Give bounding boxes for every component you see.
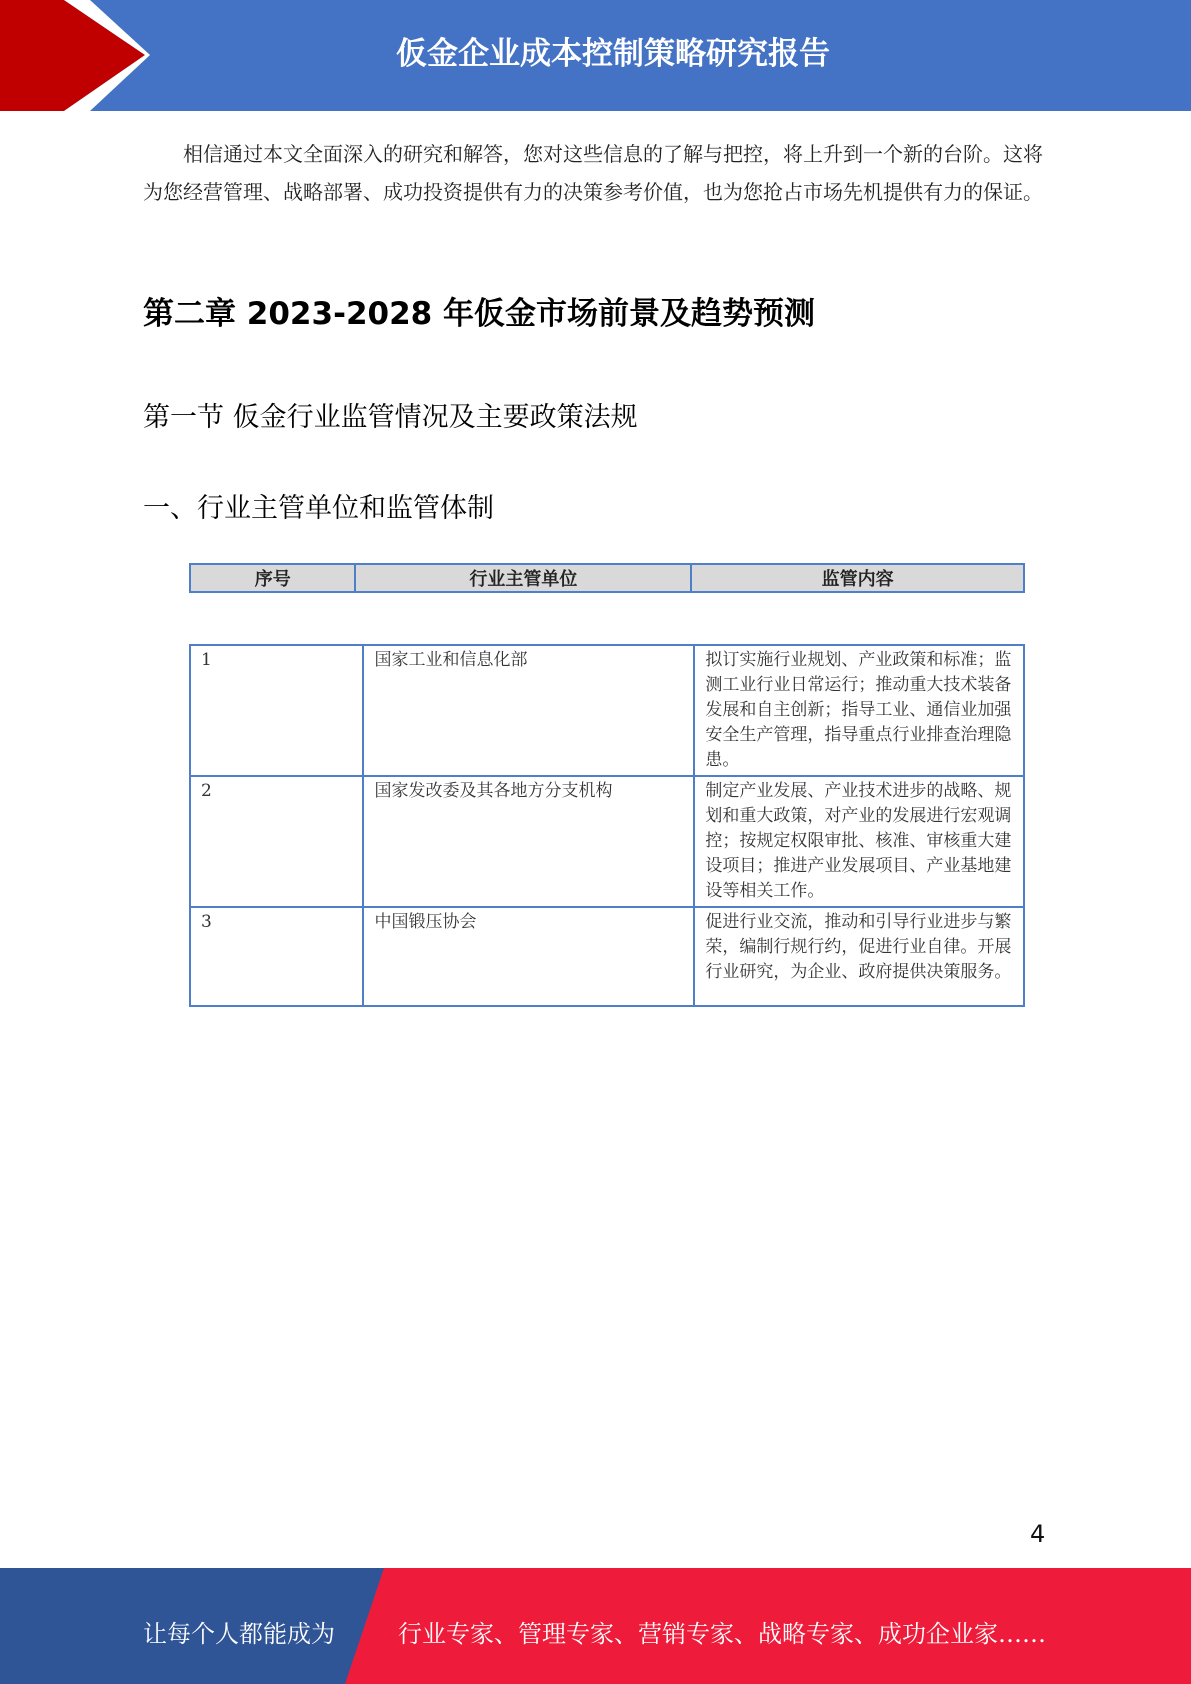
table-row <box>190 907 1024 1006</box>
page-number: 4 <box>1030 1520 1046 1548</box>
row-number: 1 <box>190 645 363 776</box>
table-row <box>190 776 1024 907</box>
footer-slogan-right: 行业专家、管理专家、营销专家、战略专家、成功企业家…… <box>398 1620 1046 1648</box>
section-title: 第一节 仮金行业监管情况及主要政策法规 <box>143 402 638 433</box>
header-cell-unit: 行业主管单位 <box>355 564 691 592</box>
header-cell-content: 监管内容 <box>691 564 1024 592</box>
document-title: 仮金企业成本控制策略研究报告 <box>396 35 830 72</box>
row-number: 2 <box>190 776 363 907</box>
table-row <box>190 645 1024 776</box>
row-content: 制定产业发展、产业技术进步的战略、规划和重大政策，对产业的发展进行宏观调控；按规定权限审批、核准、审核重大建设项目；推进产业发展项目、产业基地建设等相关工作。 <box>694 776 1024 907</box>
footer-banner <box>0 1568 1191 1684</box>
regulator-table <box>189 644 1025 1007</box>
row-unit: 国家工业和信息化部 <box>363 645 694 776</box>
row-unit: 中国锻压协会 <box>363 907 694 1006</box>
chapter-title: 第二章 2023-2028 年仮金市场前景及趋势预测 <box>143 296 816 332</box>
subsection-title: 一、行业主管单位和监管体制 <box>143 493 494 524</box>
header-cell-number: 序号 <box>190 564 355 592</box>
row-content: 促进行业交流，推动和引导行业进步与繁荣，编制行规行约，促进行业自律。开展行业研究，为企业、政府提供决策服务。 <box>694 907 1024 1006</box>
intro-paragraph: 相信通过本文全面深入的研究和解答，您对这些信息的了解与把控，将上升到一个新的台阶。这将为您经营管理、战略部署、成功投资提供有力的决策参考价值，也为您抢占市场先机提供有力的保证。 <box>143 142 1043 204</box>
header-banner <box>0 0 1191 111</box>
footer-slogan-left: 让每个人都能成为 <box>143 1620 335 1648</box>
row-unit: 国家发改委及其各地方分支机构 <box>363 776 694 907</box>
row-content: 拟订实施行业规划、产业政策和标准；监测工业行业日常运行；推动重大技术装备发展和自主创新；指导工业、通信业加强安全生产管理，指导重点行业排查治理隐患。 <box>694 645 1024 776</box>
table-header <box>189 563 1025 593</box>
row-number: 3 <box>190 907 363 1006</box>
